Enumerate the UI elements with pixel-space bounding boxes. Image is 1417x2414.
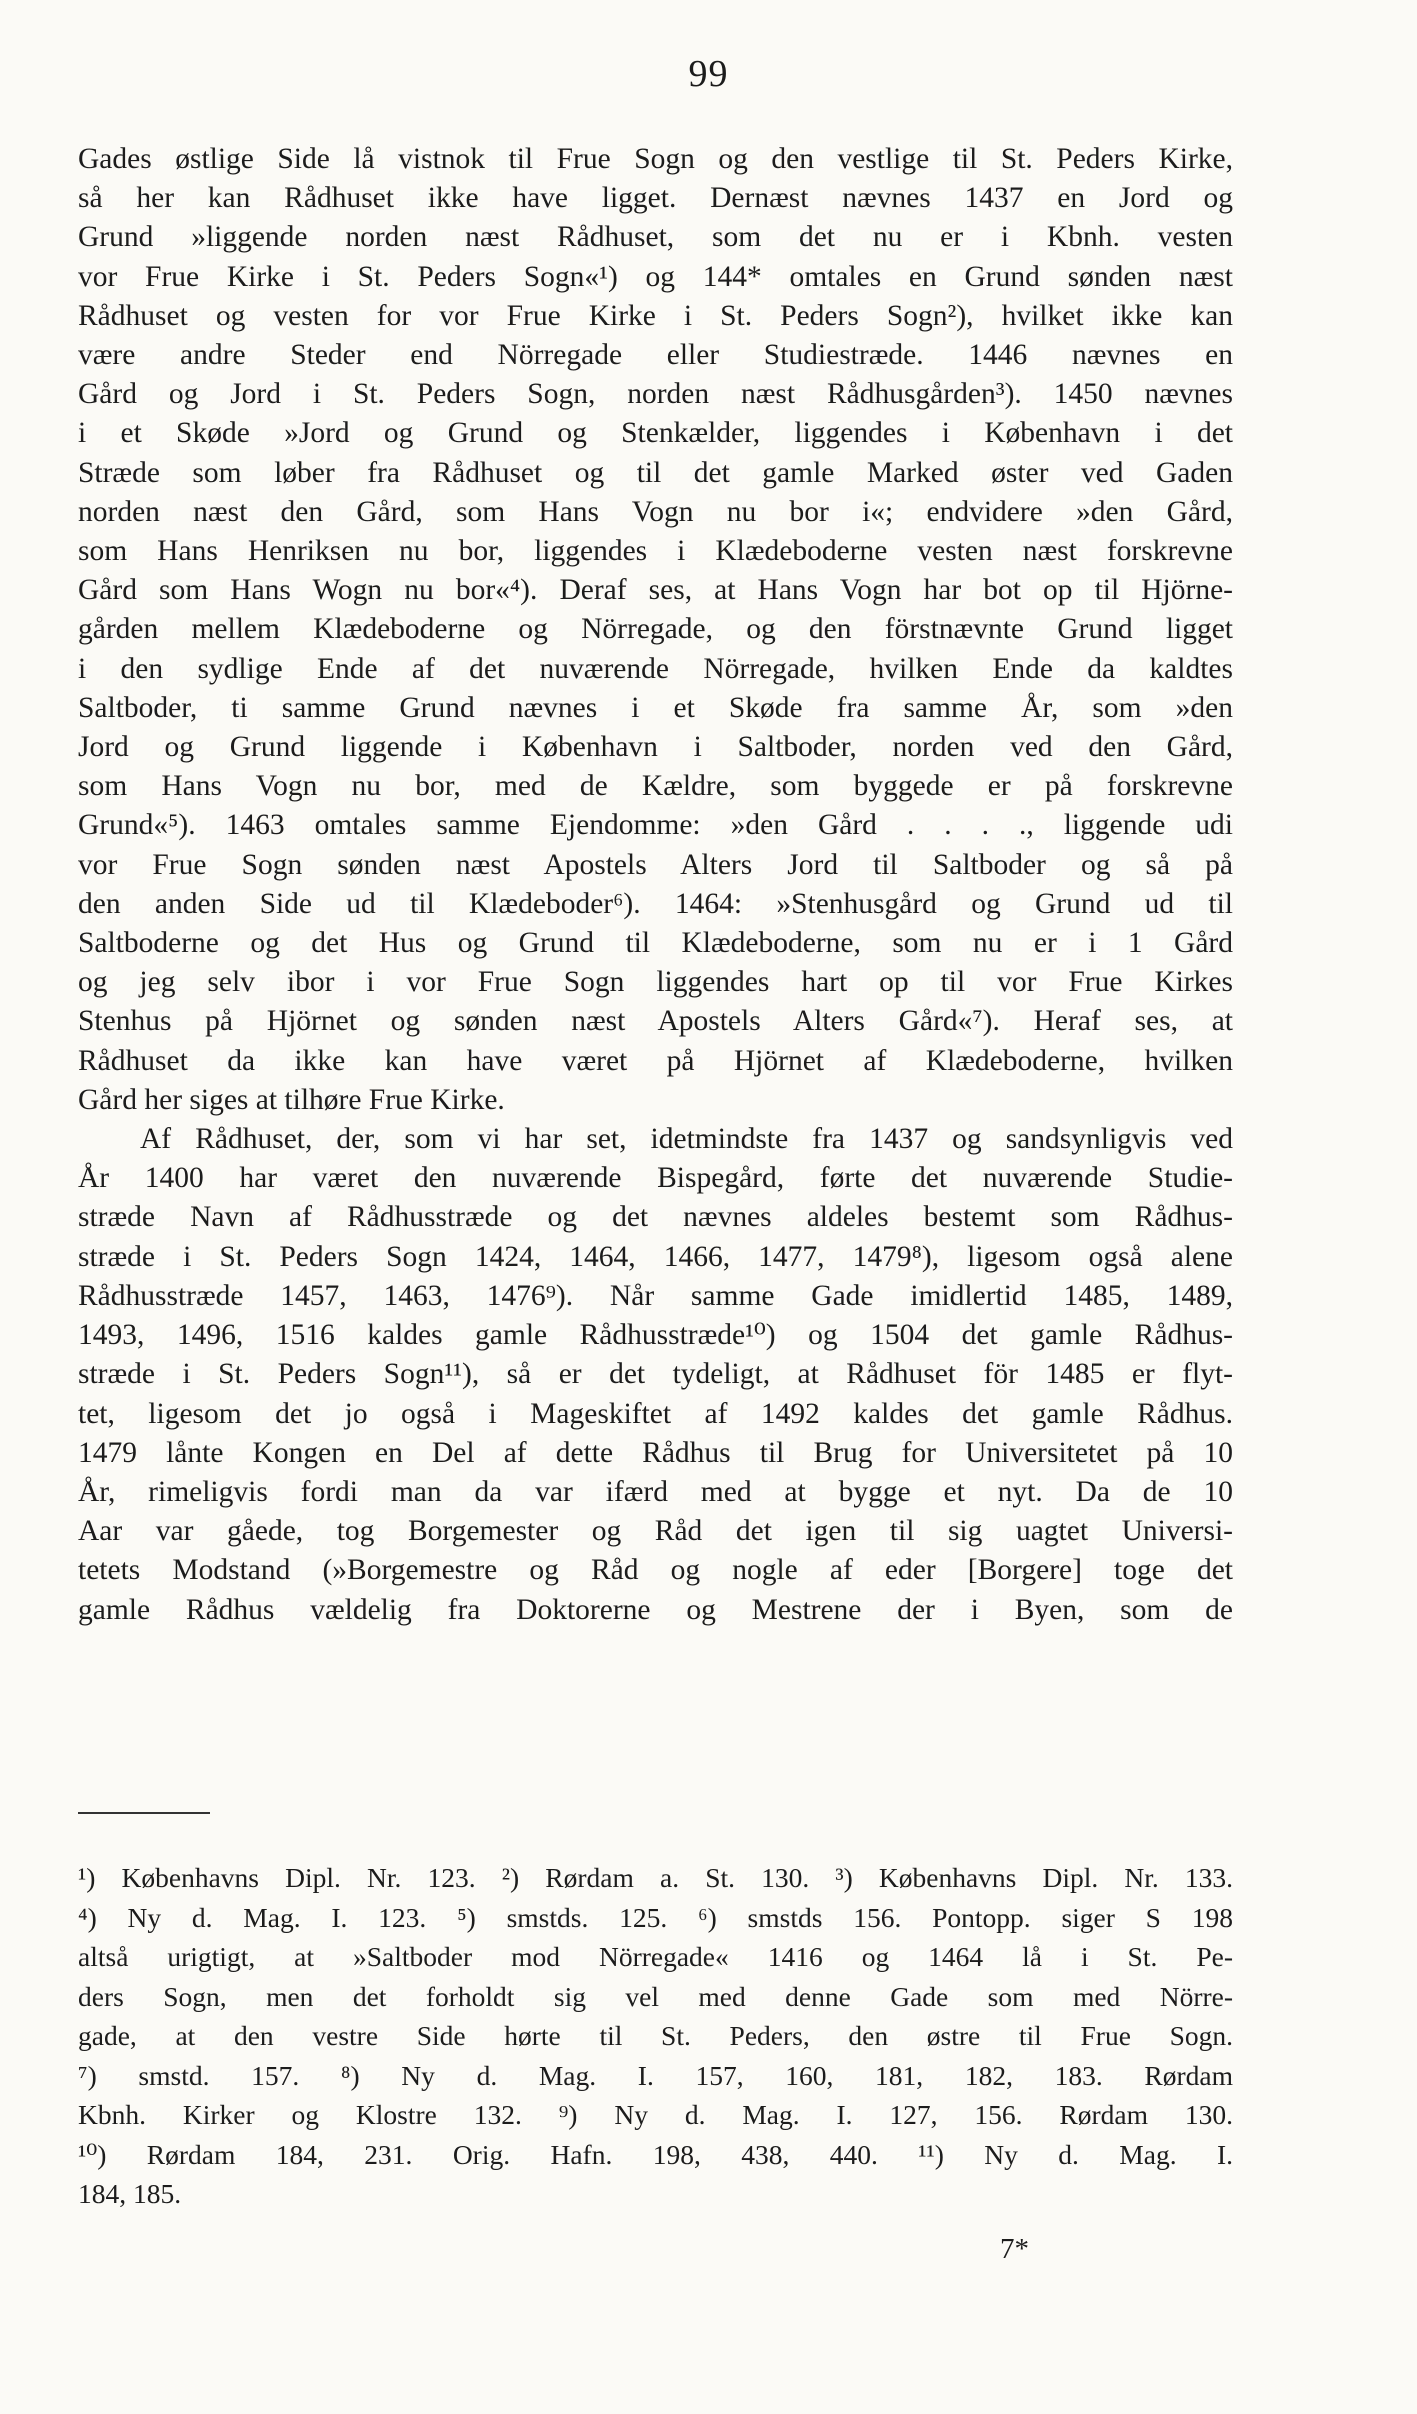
footnote-line: altså urigtigt, at »Saltboder mod Nörregade« 1416 og 1464 lå i St. Pe- xyxy=(78,1941,1233,1972)
body-line: Stenhus på Hjörnet og sønden næst Apostels Alters Gård«⁷). Heraf ses, at xyxy=(78,1005,1233,1038)
body-line: År 1400 har været den nuværende Bispegård, førte det nuværende Studie- xyxy=(78,1162,1233,1195)
footnote-line: ders Sogn, men det forholdt sig vel med denne Gade som med Nörre- xyxy=(78,1980,1233,2012)
body-line: stræde i St. Peders Sogn 1424, 1464, 1466, 1477, 1479⁸), ligesom også alene xyxy=(78,1240,1233,1273)
body-line: Rådhuset da ikke kan have været på Hjörnet af Klædeboderne, hvilken xyxy=(78,1044,1233,1077)
footnote-line: Kbnh. Kirker og Klostre 132. ⁹) Ny d. Mag. I. 127, 156. Rørdam 130. xyxy=(78,2099,1233,2130)
body-line: År, rimeligvis fordi man da var ifærd med at bygge et nyt. Da de 10 xyxy=(78,1475,1233,1508)
body-line: Gades østlige Side lå vistnok til Frue Sogn og den vestlige til St. Peders Kirke, xyxy=(78,143,1233,175)
body-line: Gård og Jord i St. Peders Sogn, norden næst Rådhusgården³). 1450 nævnes xyxy=(78,378,1233,411)
body-line: Jord og Grund liggende i København i Saltboder, norden ved den Gård, xyxy=(78,731,1233,764)
footnote-line: 184, 185. xyxy=(78,2178,182,2209)
body-line: tetets Modstand (»Borgemestre og Råd og nogle af eder [Borgere] toge det xyxy=(78,1554,1233,1587)
body-line: vor Frue Kirke i St. Peders Sogn«¹) og 144* omtales en Grund sønden næst xyxy=(78,260,1233,293)
body-line: Rådhusstræde 1457, 1463, 1476⁹). Når samme Gade imidlertid 1485, 1489, xyxy=(78,1279,1233,1312)
body-line: Gård som Hans Wogn nu bor«⁴). Deraf ses, at Hans Vogn har bot op til Hjörne- xyxy=(78,574,1233,607)
body-line: tet, ligesom det jo også i Mageskiftet af 1492 kaldes det gamle Rådhus. xyxy=(78,1397,1233,1430)
body-line: Af Rådhuset, der, som vi har set, idetmindste fra 1437 og sandsynligvis ved xyxy=(140,1123,1233,1156)
body-line: 1479 lånte Kongen en Del af dette Rådhus til Brug for Universitetet på 10 xyxy=(78,1436,1233,1469)
signature-mark: 7* xyxy=(1000,2233,1029,2265)
body-line: den anden Side ud til Klædeboder⁶). 1464: »Stenhusgård og Grund ud til xyxy=(78,887,1233,920)
body-line: i et Skøde »Jord og Grund og Stenkælder, liggendes i København i det xyxy=(78,417,1233,450)
page-number: 99 xyxy=(688,53,729,95)
body-line: Grund »liggende norden næst Rådhuset, som det nu er i Kbnh. vesten xyxy=(78,221,1233,254)
body-line: og jeg selv ibor i vor Frue Sogn liggendes hart op til vor Frue Kirkes xyxy=(78,966,1233,999)
body-line: stræde Navn af Rådhusstræde og det nævnes aldeles bestemt som Rådhus- xyxy=(78,1201,1233,1234)
body-line: Grund«⁵). 1463 omtales samme Ejendomme: »den Gård . . . ., liggende udi xyxy=(78,809,1233,842)
body-line: Aar var gåede, tog Borgemester og Råd det igen til sig uagtet Universi- xyxy=(78,1515,1233,1548)
footnotes xyxy=(78,1858,1233,2214)
footnote-line: ⁷) smstd. 157. ⁸) Ny d. Mag. I. 157, 160, 181, 182, 183. Rørdam xyxy=(78,2059,1233,2091)
footnote-line: ¹) Københavns Dipl. Nr. 123. ²) Rørdam a. St. 130. ³) Københavns Dipl. Nr. 133. xyxy=(78,1862,1233,1893)
body-line: Saltboder, ti samme Grund nævnes i et Skøde fra samme År, som »den xyxy=(78,691,1233,724)
footnote-line: ¹⁰) Rørdam 184, 231. Orig. Hafn. 198, 438, 440. ¹¹) Ny d. Mag. I. xyxy=(78,2138,1233,2170)
body-line: være andre Steder end Nörregade eller Studiestræde. 1446 nævnes en xyxy=(78,339,1233,372)
body-line: gården mellem Klædeboderne og Nörregade, og den förstnævnte Grund ligget xyxy=(78,613,1233,646)
body-line: Gård her siges at tilhøre Frue Kirke. xyxy=(78,1083,505,1116)
body-line: som Hans Henriksen nu bor, liggendes i Klædeboderne vesten næst forskrevne xyxy=(78,535,1233,568)
body-line: Stræde som løber fra Rådhuset og til det gamle Marked øster ved Gaden xyxy=(78,456,1233,489)
footnote-line: ⁴) Ny d. Mag. I. 123. ⁵) smstds. 125. ⁶) smstds 156. Pontopp. siger S 198 xyxy=(78,1901,1233,1933)
footnote-divider xyxy=(78,1812,210,1814)
body-text xyxy=(78,140,1233,1630)
body-line: gamle Rådhus vældelig fra Doktorerne og Mestrene der i Byen, som de xyxy=(78,1593,1233,1626)
body-line: Rådhuset og vesten for vor Frue Kirke i St. Peders Sogn²), hvilket ikke kan xyxy=(78,299,1233,332)
body-line: så her kan Rådhuset ikke have ligget. Dernæst nævnes 1437 en Jord og xyxy=(78,182,1233,215)
body-line: vor Frue Sogn sønden næst Apostels Alters Jord til Saltboder og så på xyxy=(78,848,1233,881)
body-line: i den sydlige Ende af det nuværende Nörregade, hvilken Ende da kaldtes xyxy=(78,652,1233,685)
body-line: 1493, 1496, 1516 kaldes gamle Rådhusstræde¹⁰) og 1504 det gamle Rådhus- xyxy=(78,1319,1233,1352)
body-line: Saltboderne og det Hus og Grund til Klædeboderne, som nu er i 1 Gård xyxy=(78,927,1233,960)
body-line: norden næst den Gård, som Hans Vogn nu bor i«; endvidere »den Gård, xyxy=(78,495,1233,528)
body-line: som Hans Vogn nu bor, med de Kældre, som byggede er på forskrevne xyxy=(78,770,1233,803)
body-line: stræde i St. Peders Sogn¹¹), så er det tydeligt, at Rådhuset för 1485 er flyt- xyxy=(78,1358,1233,1391)
footnote-line: gade, at den vestre Side hørte til St. Peders, den østre til Frue Sogn. xyxy=(78,2020,1233,2051)
